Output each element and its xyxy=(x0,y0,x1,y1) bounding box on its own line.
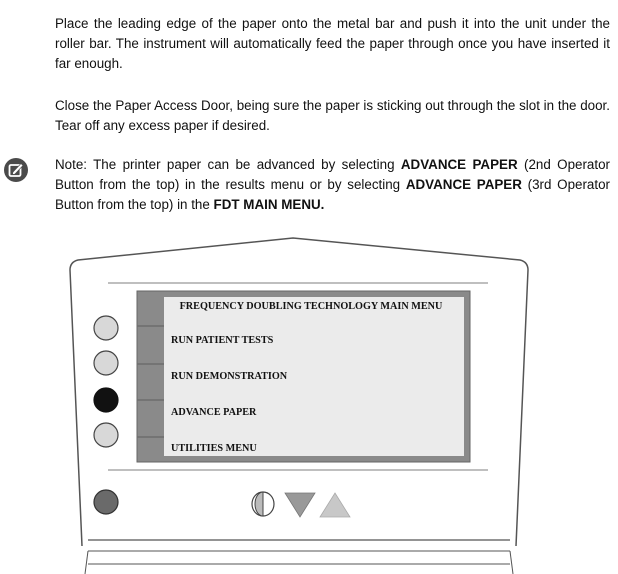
note-bold-advance-paper-1: ADVANCE PAPER xyxy=(400,157,518,172)
menu-item-advance-paper[interactable]: ADVANCE PAPER xyxy=(171,407,257,418)
note-text-1: Note: The printer paper can be advanced by selecting xyxy=(55,157,401,172)
operator-button-1 xyxy=(94,316,118,340)
instruction-paragraph-2: Close the Paper Access Door, being sure the paper is sticking out through the slot in the door. Tear off any excess paper if desired. xyxy=(55,98,610,133)
contrast-icon xyxy=(252,492,274,516)
triangle-up-icon xyxy=(320,493,350,517)
screen-title: FREQUENCY DOUBLING TECHNOLOGY MAIN MENU xyxy=(179,301,443,312)
menu-item-run-patient-tests[interactable]: RUN PATIENT TESTS xyxy=(171,335,274,346)
power-button xyxy=(94,490,118,514)
operator-button-4 xyxy=(94,423,118,447)
operator-button-2 xyxy=(94,351,118,375)
note-text-2: (2nd Operator Button from the top) in the results menu or by selecting xyxy=(55,157,610,192)
note-text-3: (3rd Operator Button from the top) in the xyxy=(55,177,610,212)
triangle-down-icon xyxy=(285,493,315,517)
instruction-paragraph-1: Place the leading edge of the paper onto the metal bar and push it into the unit under the roller bar. The instrument will automatically feed the paper through once you have inserted it far enough. xyxy=(55,16,610,71)
note-bold-advance-paper-2: ADVANCE PAPER xyxy=(405,177,522,192)
note-bold-fdt-main-menu: FDT MAIN MENU. xyxy=(213,197,325,212)
menu-item-utilities-menu[interactable]: UTILITIES MENU xyxy=(171,443,257,454)
operator-button-3 xyxy=(94,388,118,412)
menu-item-run-demonstration[interactable]: RUN DEMONSTRATION xyxy=(171,371,288,382)
